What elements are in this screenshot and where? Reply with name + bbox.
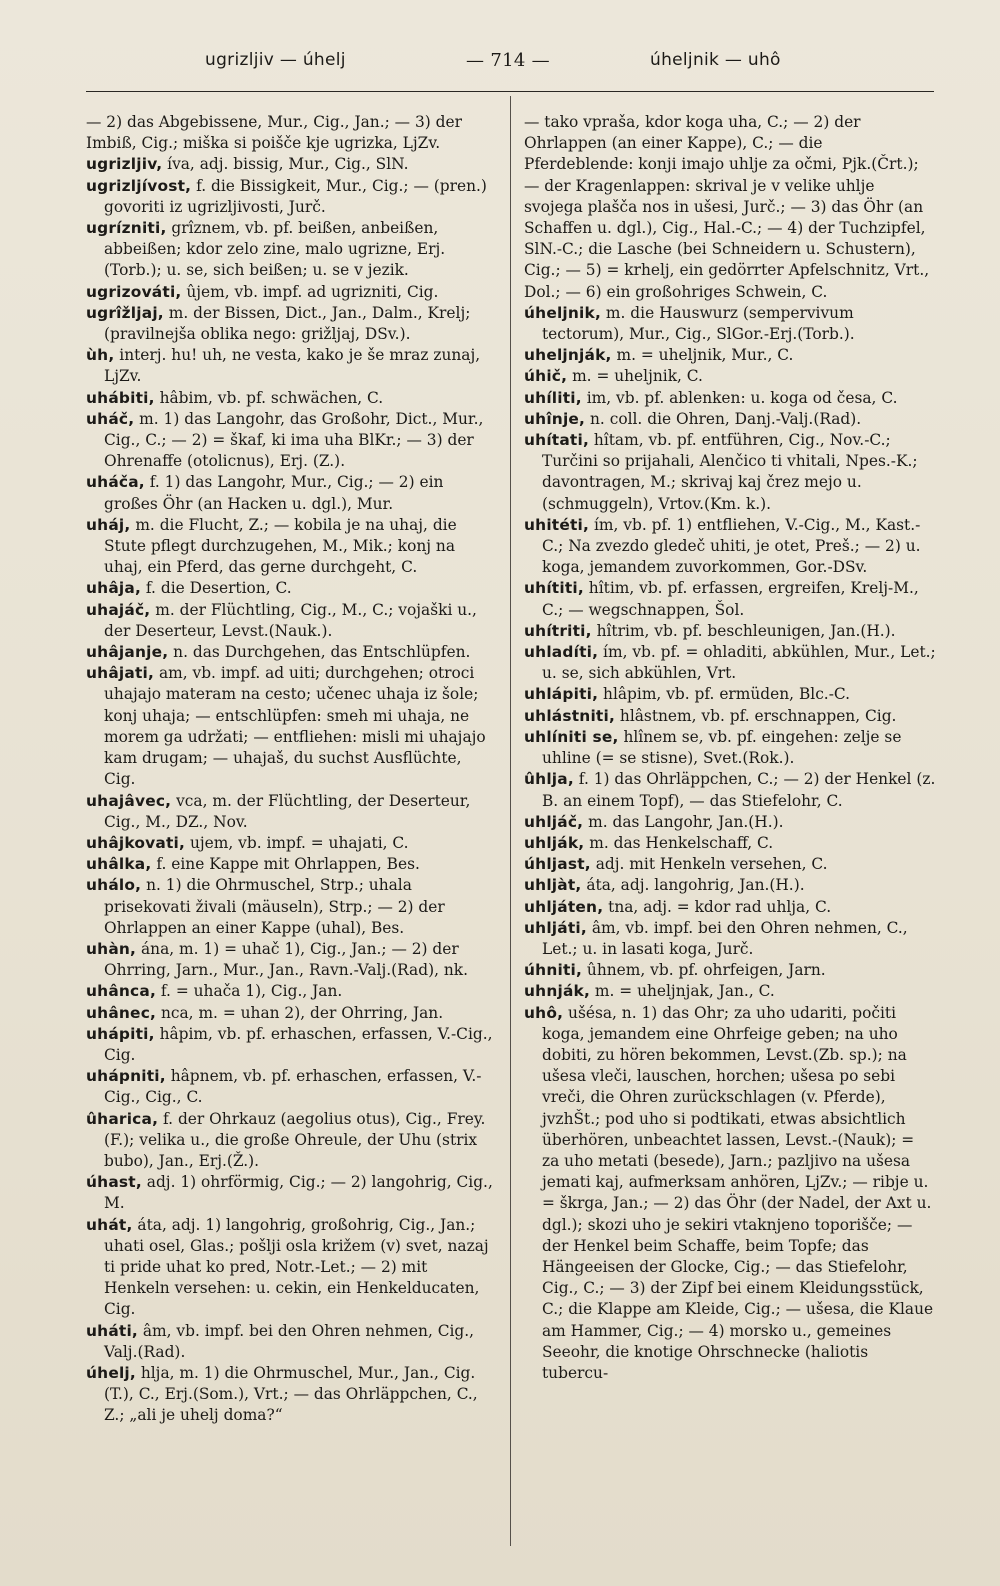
dictionary-entry — [86, 176, 497, 218]
entry-definition: áta, adj. 1) langohrig, großohrig, Cig., Jan.; uhati osel, Glas.; pošlji osla križem (v) svet, nazaj ti pride uhat ko pred, Notr.-Let.; — 2) mit Henkeln versehen: u. cekin, ein Henkelducaten, Cig. — [104, 1215, 489, 1319]
dictionary-entry — [86, 1172, 497, 1214]
header-left-guide-words: ugrizljiv — úhelj — [205, 50, 346, 70]
entry-headword: úhniti, — [524, 961, 583, 980]
entry-definition: — tako vpraša, kdor koga uha, C.; — 2) der Ohrlappen (an einer Kappe), C.; — die Pferdeblende: konji imajo uhlje za očmi, Pjk.(Črt.); — der Kragenlappen: skrival je v velike uhlje svojega plašča nos in ušesi, Jurč.; — 3) das Öhr (an Schaffen u. dgl.), Cig., Hal.-C.; — 4) der Tuchzipfel, SlN.-C.; die Lasche (bei Schneidern u. Schustern), Cig.; — 5) = krhelj, ein gedörrter Apfelschnitz, Vrt., Dol.; — 6) ein großohriges Schwein, C. — [524, 113, 930, 301]
dictionary-entry — [524, 897, 936, 918]
entry-headword: uhâjati, — [86, 664, 155, 683]
entry-definition: ušésa, n. 1) das Ohr; za uho udariti, počiti koga, jemandem eine Ohrfeige geben; na uho dobiti, zu hören bekommen, Levst.(Zb. sp.); na ušesa vleči, lauschen, horchen; ušesa po sebi vreči, die Ohren zurückschlagen (v. Pferde), jvzhŠt.; pod uho si podtikati, etwas absichtlich überhören, unbeachtet lassen, Levst.-(Nauk); = za uho metati (besede), Jarn.; pazljivo na ušesa jemati kaj, aufmerksam anhören, LjZv.; — ribje u. = škrga, Jan.; — 2) das Öhr (der Nadel, der Axt u. dgl.); skozi uho je sekiri vtaknjeno toporišče; — der Henkel beim Schaffe, beim Topfe; das Hängeeisen der Glocke, Cig.; — das Stiefelohr, Cig., C.; — 3) der Zipf bei einem Kleidungsstück, C.; die Klappe am Kleide, Cig.; — ušesa, die Klaue am Hammer, Cig.; — 4) morsko u., gemeines Seeohr, die knotige Ohrschnecke (haliotis tubercu- — [542, 1003, 934, 1382]
entry-headword: uhajâvec, — [86, 791, 172, 810]
dictionary-entry — [86, 409, 497, 473]
entry-definition: m. die Flucht, Z.; — kobila je na uhaj, die Stute pflegt durchzugehen, M., Mik.; konj na uhaj, ein Pferd, das gerne durchgeht, C. — [104, 515, 457, 577]
dictionary-entry — [86, 578, 497, 599]
entry-definition: ûjem, vb. impf. ad ugrizniti, Cig. — [181, 282, 439, 301]
dictionary-entry — [524, 833, 936, 854]
header-rule — [86, 91, 934, 92]
dictionary-entry — [86, 791, 497, 833]
entry-definition: ujem, vb. impf. = uhajati, C. — [185, 833, 409, 852]
dictionary-entry — [524, 642, 936, 684]
entry-headword: uháti, — [86, 1321, 138, 1340]
dictionary-entry — [86, 833, 497, 854]
entry-headword: úhast, — [86, 1173, 142, 1192]
entry-headword: uhàn, — [86, 939, 137, 958]
entry-headword: uhô, — [524, 1003, 564, 1022]
left-column — [86, 112, 497, 1427]
dictionary-entry — [524, 854, 936, 875]
dictionary-entry — [86, 303, 497, 345]
dictionary-entry — [86, 154, 497, 175]
dictionary-entry — [86, 642, 497, 663]
entry-headword: uhítriti, — [524, 621, 592, 640]
entry-headword: ûhlja, — [524, 770, 574, 789]
dictionary-entry — [524, 345, 936, 366]
dictionary-entry — [86, 112, 497, 154]
dictionary-entry — [524, 684, 936, 705]
dictionary-entry — [86, 939, 497, 981]
dictionary-entry — [524, 515, 936, 579]
entry-definition: m. der Flüchtling, Cig., M., C.; vojaški u., der Deserteur, Levst.(Nauk.). — [104, 600, 477, 640]
entry-headword: ugrízniti, — [86, 219, 167, 238]
dictionary-entry — [524, 960, 936, 981]
entry-definition: hîtam, vb. pf. entführen, Cig., Nov.-C.; Turčini so prijahali, Alenčico ti vhitali, Npes.-K.; davontragen, M.; skrivaj kaj črez mejo u. (schmuggeln), Vrtov.(Km. k.). — [542, 431, 918, 513]
entry-headword: ugrizováti, — [86, 282, 182, 301]
entry-definition: ûhnem, vb. pf. ohrfeigen, Jarn. — [582, 961, 826, 980]
entry-definition: ána, m. 1) = uhač 1), Cig., Jan.; — 2) der Ohrring, Jarn., Mur., Jan., Ravn.-Valj.(Rad), nk. — [104, 939, 469, 980]
entry-headword: uhljáč, — [524, 812, 584, 831]
entry-headword: uhljáten, — [524, 897, 604, 916]
dictionary-entry — [86, 282, 497, 303]
entry-definition: f. der Ohrkauz (aegolius otus), Cig., Frey.(F.); velika u., die große Ohreule, der Uhu (strix bubo), Jan., Erj.(Ž.). — [104, 1109, 486, 1170]
entry-definition: hâpim, vb. pf. erhaschen, erfassen, V.-Cig., Cig. — [104, 1024, 493, 1064]
entry-headword: uháč, — [86, 409, 135, 428]
dictionary-entry — [86, 218, 497, 282]
entry-headword: uhlástniti, — [524, 706, 616, 725]
dictionary-entry — [524, 918, 936, 960]
entry-definition: íva, adj. bissig, Mur., Cig., SlN. — [162, 155, 409, 174]
entry-headword: uhâjkovati, — [86, 833, 186, 852]
entry-headword: uhítiti, — [524, 579, 584, 598]
dictionary-entry — [524, 981, 936, 1002]
entry-definition: hlâpim, vb. pf. ermüden, Blc.-C. — [598, 685, 851, 704]
dictionary-entry — [86, 1215, 497, 1321]
entry-definition: interj. hu! uh, ne vesta, kako je še mraz zunaj, LjZv. — [104, 346, 481, 386]
entry-definition: — 2) das Abgebissene, Mur., Cig., Jan.; — 3) der Imbiß, Cig.; miška si poišče kje ugrizka, LjZv. — [86, 113, 462, 153]
column-divider — [510, 96, 511, 1546]
entry-headword: uhápiti, — [86, 1024, 155, 1043]
dictionary-entry — [86, 515, 497, 579]
entry-definition: m. = uheljnik, Mur., C. — [611, 346, 794, 365]
dictionary-entry — [524, 875, 936, 896]
entry-definition: n. das Durchgehen, das Entschlüpfen. — [168, 643, 471, 662]
dictionary-entry — [86, 472, 497, 514]
entry-definition: am, vb. impf. ad uiti; durchgehen; otroci uhajajo materam na cesto; učenec uhaja iz šole; konj uhaja; — entschlüpfen: smeh mi uhaja, ne morem ga udržati; — entfliehen: misli mi uhajajo kam drugam; — uhajaš, du suchst Ausflüchte, Cig. — [104, 664, 486, 789]
entry-definition: f. 1) das Langohr, Mur., Cig.; — 2) ein großes Öhr (an Hacken u. dgl.), Mur. — [104, 473, 444, 513]
entry-headword: uhljáti, — [524, 918, 587, 937]
dictionary-entry — [524, 430, 936, 515]
entry-definition: âm, vb. impf. bei den Ohren nehmen, Cig., Valj.(Rad). — [104, 1321, 475, 1361]
entry-definition: adj. 1) ohrförmig, Cig.; — 2) langohrig, Cig., M. — [104, 1173, 493, 1213]
entry-definition: m. das Henkelschaff, C. — [584, 833, 774, 852]
dictionary-entry — [86, 1321, 497, 1363]
entry-definition: ím, vb. pf. 1) entfliehen, V.-Cig., M., Kast.-C.; Na zvezdo gledeč uhiti, je otet, Preš.; — 2) u. koga, jemandem zuvorkommen, Gor.-DSv. — [542, 515, 921, 577]
page-number: — 714 — — [466, 50, 550, 71]
entry-headword: uhâja, — [86, 579, 142, 598]
entry-definition: ím, vb. pf. = ohladiti, abkühlen, Mur., Let.; u. se, sich abkühlen, Vrt. — [542, 643, 936, 683]
entry-definition: m. das Langohr, Jan.(H.). — [583, 812, 784, 831]
entry-headword: úhič, — [524, 367, 568, 386]
entry-definition: im, vb. pf. ablenken: u. koga od česa, C. — [581, 388, 898, 407]
entry-definition: n. 1) die Ohrmuschel, Strp.; uhala prisekovati živali (mäuseln), Strp.; — 2) der Ohrlappen an einer Kappe (uhal), Bes. — [104, 876, 445, 937]
entry-definition: m. 1) das Langohr, das Großohr, Dict., Mur., Cig., C.; — 2) = škaf, ki ima uha BlKr.; — 3) der Ohrenaffe (otolicnus), Erj. (Z.). — [104, 409, 484, 471]
entry-definition: âm, vb. impf. bei den Ohren nehmen, C., Let.; u. in lasati koga, Jurč. — [542, 918, 908, 958]
dictionary-entry — [86, 875, 497, 939]
entry-definition: vca, m. der Flüchtling, der Deserteur, Cig., M., DZ., Nov. — [104, 791, 471, 831]
entry-definition: nca, m. = uhan 2), der Ohrring, Jan. — [156, 1003, 444, 1022]
entry-headword: ugrîžljaj, — [86, 303, 164, 322]
entry-definition: áta, adj. langohrig, Jan.(H.). — [581, 876, 805, 895]
entry-headword: uhápniti, — [86, 1067, 166, 1086]
header-right-guide-words: úheljnik — uhô — [650, 50, 781, 70]
dictionary-entry — [86, 1066, 497, 1108]
entry-definition: hâpnem, vb. pf. erhaschen, erfassen, V.-Cig., Cig., C. — [104, 1067, 482, 1107]
dictionary-entry — [86, 345, 497, 387]
entry-headword: uháča, — [86, 473, 145, 492]
entry-definition: hîtim, vb. pf. erfassen, ergreifen, Krelj-M., C.; — wegschnappen, Šol. — [542, 579, 919, 619]
entry-definition: tna, adj. = kdor rad uhlja, C. — [603, 897, 832, 916]
entry-headword: uhînje, — [524, 409, 586, 428]
dictionary-entry — [524, 388, 936, 409]
entry-definition: hîtrim, vb. pf. beschleunigen, Jan.(H.). — [591, 621, 896, 640]
entry-headword: uhâjanje, — [86, 643, 169, 662]
entry-definition: f. die Bissigkeit, Mur., Cig.; — (pren.) govoriti iz ugrizljivosti, Jurč. — [104, 176, 487, 216]
dictionary-entry — [86, 600, 497, 642]
dictionary-entry — [524, 578, 936, 620]
dictionary-entry — [524, 621, 936, 642]
dictionary-entry — [524, 366, 936, 387]
entry-headword: uhálo, — [86, 876, 142, 895]
entry-headword: uhajáč, — [86, 600, 151, 619]
entry-headword: uheljnják, — [524, 346, 612, 365]
entry-definition: f. die Desertion, C. — [141, 579, 292, 598]
dictionary-entry — [86, 854, 497, 875]
entry-headword: ugrizljívost, — [86, 176, 192, 195]
entry-definition: hlînem se, vb. pf. eingehen: zelje se uhline (= se stisne), Svet.(Rok.). — [542, 727, 902, 768]
dictionary-entry — [86, 1003, 497, 1024]
dictionary-entry — [524, 112, 936, 303]
right-column — [524, 112, 936, 1384]
dictionary-entry — [524, 706, 936, 727]
entry-definition: grîznem, vb. pf. beißen, anbeißen, abbeißen; kdor zelo zine, malo ugrizne, Erj. (Torb.); u. se, sich beißen; u. se v jezik. — [104, 219, 446, 280]
entry-headword: uhábiti, — [86, 388, 155, 407]
dictionary-entry — [86, 1363, 497, 1427]
entry-definition: adj. mit Henkeln versehen, C. — [590, 855, 828, 874]
entry-headword: uhlják, — [524, 833, 585, 852]
entry-headword: uhljàt, — [524, 876, 582, 895]
entry-headword: uhitéti, — [524, 515, 590, 534]
entry-headword: úheljnik, — [524, 303, 602, 322]
entry-headword: ùh, — [86, 346, 115, 365]
entry-headword: uhát, — [86, 1215, 133, 1234]
entry-headword: uhíliti, — [524, 388, 582, 407]
dictionary-entry — [524, 812, 936, 833]
dictionary-entry — [524, 1003, 936, 1385]
entry-definition: hâbim, vb. pf. schwächen, C. — [154, 388, 384, 407]
entry-headword: uhítati, — [524, 431, 590, 450]
entry-headword: uhânca, — [86, 982, 157, 1001]
dictionary-entry — [524, 409, 936, 430]
entry-headword: uhlápiti, — [524, 685, 599, 704]
entry-definition: n. coll. die Ohren, Danj.-Valj.(Rad). — [585, 409, 862, 428]
entry-headword: úhelj, — [86, 1363, 136, 1382]
entry-headword: uhladíti, — [524, 643, 599, 662]
entry-definition: m. = uheljnjak, Jan., C. — [590, 982, 775, 1001]
entry-headword: uhâlka, — [86, 855, 152, 874]
entry-headword: ugrizljiv, — [86, 155, 163, 174]
dictionary-entry — [524, 769, 936, 811]
entry-headword: ûharica, — [86, 1109, 159, 1128]
entry-definition: m. = uheljnik, C. — [567, 367, 703, 386]
dictionary-entry — [86, 1024, 497, 1066]
entry-definition: f. eine Kappe mit Ohrlappen, Bes. — [151, 855, 420, 874]
running-header — [0, 50, 1000, 82]
dictionary-entry — [86, 981, 497, 1002]
entry-headword: uhlíniti se, — [524, 727, 619, 746]
dictionary-entry — [86, 663, 497, 790]
entry-headword: uháj, — [86, 515, 131, 534]
entry-headword: uhnják, — [524, 982, 591, 1001]
dictionary-entry — [524, 303, 936, 345]
entry-definition: hlâstnem, vb. pf. erschnappen, Cig. — [615, 706, 897, 725]
entry-definition: f. 1) das Ohrläppchen, C.; — 2) der Henkel (z. B. an einem Topf), — das Stiefelohr, C. — [542, 770, 936, 810]
entry-headword: uhânec, — [86, 1003, 157, 1022]
entry-definition: hlja, m. 1) die Ohrmuschel, Mur., Jan., Cig.(T.), C., Erj.(Som.), Vrt.; — das Ohrläppchen, C., Z.; „ali je uhelj doma?“ — [104, 1363, 478, 1425]
entry-definition: f. = uhača 1), Cig., Jan. — [156, 982, 343, 1001]
dictionary-entry — [524, 727, 936, 769]
entry-definition: m. die Hauswurz (sempervivum tectorum), Mur., Cig., SlGor.-Erj.(Torb.). — [542, 303, 855, 344]
dictionary-entry — [86, 388, 497, 409]
dictionary-entry — [86, 1109, 497, 1173]
entry-headword: úhljast, — [524, 855, 591, 874]
entry-definition: m. der Bissen, Dict., Jan., Dalm., Krelj; (pravilnejša oblika nego: grižljaj, DSv.). — [104, 303, 471, 344]
